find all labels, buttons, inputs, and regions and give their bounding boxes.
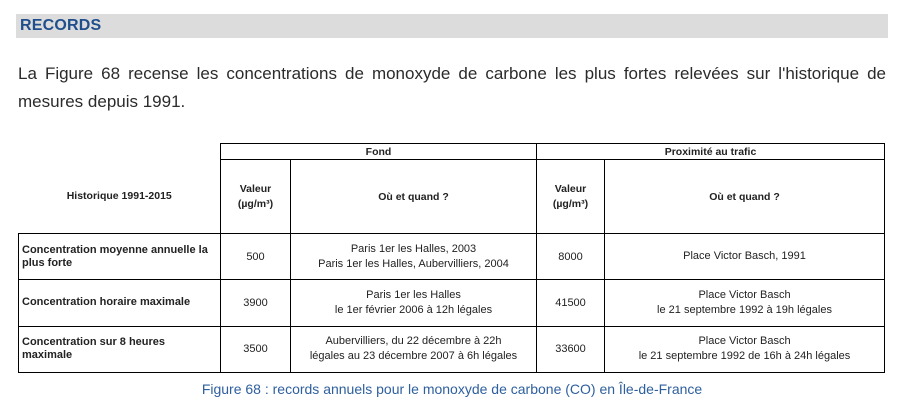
fond-where-line: légales au 23 décembre 2007 à 6h légales [309, 350, 518, 363]
fond-where-line: Paris 1er les Halles, 2003 [350, 242, 477, 255]
fond-where [291, 326, 537, 372]
header-fond-ou-quand: Où et quand ? [291, 160, 537, 234]
trafic-where-line: Place Victor Basch, 1991 [683, 250, 806, 263]
row-label: Concentration sur 8 heures maximale [19, 326, 221, 372]
row-label: Concentration horaire maximale [19, 280, 221, 326]
header-trafic-ou-quand: Où et quand ? [605, 160, 885, 234]
trafic-where-line: Place Victor Basch [698, 288, 791, 301]
fond-value: 3900 [221, 280, 291, 326]
header-trafic-valeur-unit: (µg/m³) [552, 198, 589, 210]
trafic-where [605, 234, 885, 280]
table-row [19, 280, 885, 326]
group-header-row [19, 144, 885, 160]
trafic-value: 41500 [537, 280, 605, 326]
trafic-where-line: Place Victor Basch [698, 335, 791, 348]
fond-where-line: Paris 1er les Halles, Aubervilliers, 2004 [318, 257, 509, 270]
fond-where [291, 280, 537, 326]
row-label: Concentration moyenne annuelle la plus forte [19, 234, 221, 280]
trafic-where [605, 280, 885, 326]
records-table [18, 143, 885, 373]
trafic-where-line: le 21 septembre 1992 de 16h à 24h légales [638, 350, 851, 363]
fond-value: 500 [221, 234, 291, 280]
header-trafic-valeur [537, 160, 605, 234]
intro-paragraph: La Figure 68 recense les concentrations de monoxyde de carbone les plus fortes relevées sur l'historique de mesures depuis 1991. [18, 64, 886, 111]
group-header-fond: Fond [221, 144, 537, 160]
header-fond-valeur [221, 160, 291, 234]
header-historique: Historique 1991-2015 [19, 160, 221, 234]
group-header-trafic: Proximité au trafic [537, 144, 885, 160]
header-fond-valeur-unit: (µg/m³) [237, 198, 274, 210]
empty-corner-cell [19, 144, 221, 160]
trafic-where-line: le 21 septembre 1992 à 19h légales [657, 303, 832, 316]
section-title: RECORDS [20, 17, 102, 34]
header-fond-valeur-label: Valeur [239, 183, 272, 195]
fond-value: 3500 [221, 326, 291, 372]
table-row [19, 234, 885, 280]
section-header [16, 14, 888, 38]
header-trafic-valeur-label: Valeur [554, 183, 587, 195]
fond-where-line: Aubervilliers, du 22 décembre à 22h [325, 335, 502, 348]
trafic-where [605, 326, 885, 372]
trafic-value: 33600 [537, 326, 605, 372]
fond-where-line: le 1er février 2006 à 12h légales [334, 303, 493, 316]
fond-where [291, 234, 537, 280]
figure-caption: Figure 68 : records annuels pour le monoxyde de carbone (CO) en Île-de-France [201, 381, 703, 397]
fond-where-line: Paris 1er les Halles [366, 288, 461, 301]
table-row [19, 326, 885, 372]
trafic-value: 8000 [537, 234, 605, 280]
column-header-row [19, 160, 885, 234]
